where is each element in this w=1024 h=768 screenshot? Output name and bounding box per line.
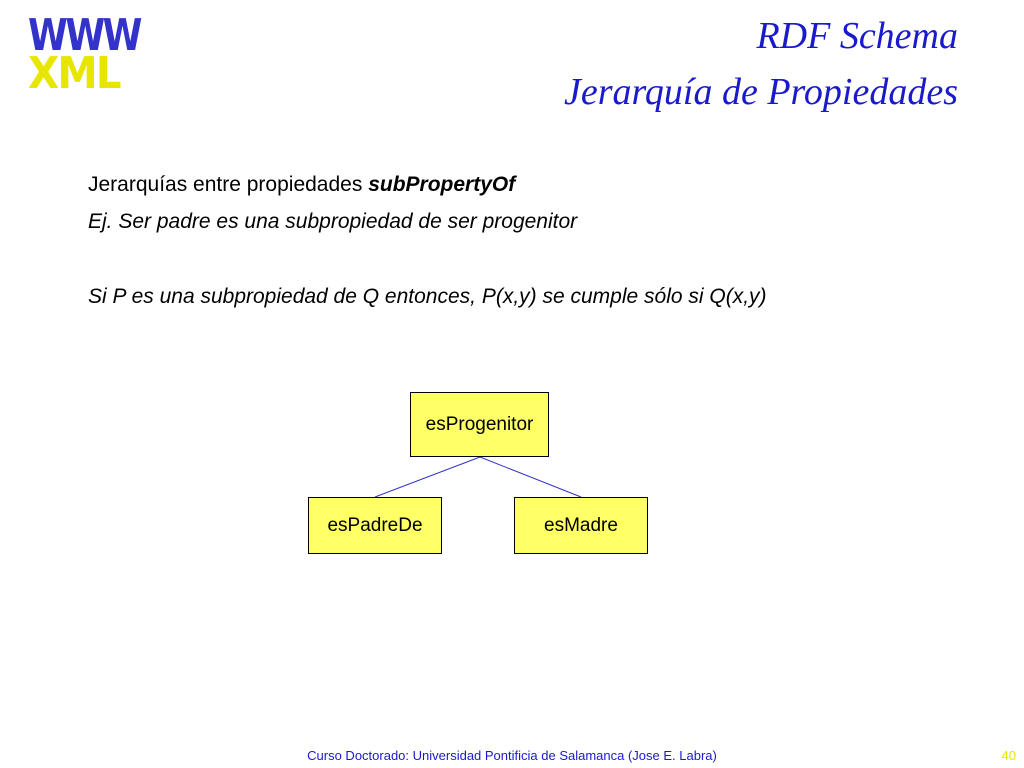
node-esprogenitor: esProgenitor [410, 392, 549, 457]
slide-title: RDF Schema [756, 15, 958, 57]
slide-subtitle: Jerarquía de Propiedades [564, 71, 958, 113]
node-esmadre: esMadre [514, 497, 648, 554]
bullet-line-1-text: Jerarquías entre propiedades [88, 173, 369, 196]
page-number: 40 [1001, 748, 1016, 763]
node-espadrede: esPadreDe [308, 497, 442, 554]
logo-xml: XML [28, 48, 120, 99]
example-line: Ej. Ser padre es una subpropiedad de ser progenitor [88, 210, 578, 233]
connector-to-espadrede [375, 457, 480, 497]
rule-line: Si P es una subpropiedad de Q entonces, P(x,y) se cumple sólo si Q(x,y) [88, 285, 767, 308]
subpropertyof-keyword: subPropertyOf [368, 173, 516, 196]
logo-www: WWW [28, 10, 141, 61]
footer-text: Curso Doctorado: Universidad Pontificia de Salamanca (Jose E. Labra) [307, 748, 717, 763]
connector-to-esmadre [480, 457, 581, 497]
